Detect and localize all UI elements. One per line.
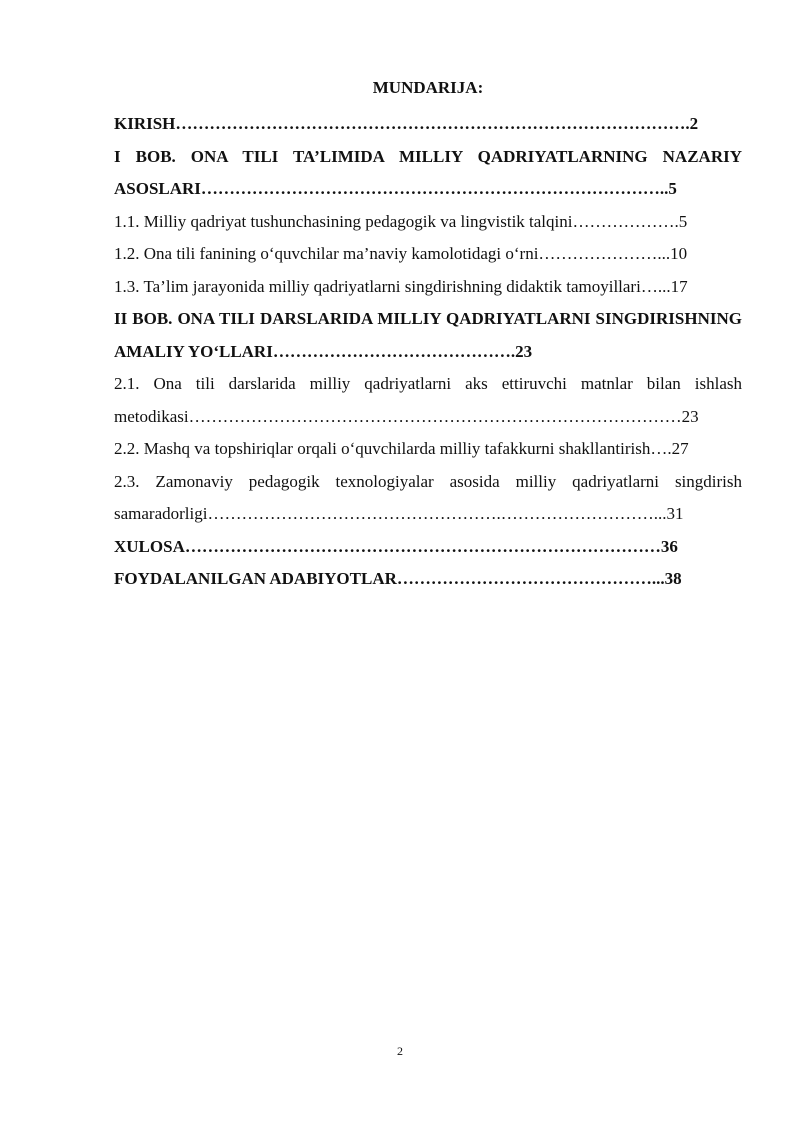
toc-entry-xulosa: XULOSA…………………………………………………………………………36	[114, 536, 678, 556]
toc-entry-section-1-1: 1.1. Milliy qadriyat tushunchasining pedagogik va lingvistik talqini……………….5	[114, 211, 688, 231]
page-number: 2	[397, 1044, 403, 1058]
toc-entry-section-2-1: 2.1. Ona tili darslarida milliy qadriyatlarni aks ettiruvchi matnlar bilan ishlash metodikasi……………………………………………………………………………23	[114, 374, 742, 426]
toc-entry-section-2-3: 2.3. Zamonaviy pedagogik texnologiyalar asosida milliy qadriyatlarni singdirish samaradorligi…………………………………………….………………………...31	[114, 471, 742, 523]
toc-entry-section-1-2: 1.2. Ona tili fanining o‘quvchilar ma’naviy kamolotidagi o‘rni…………………...10	[114, 244, 688, 263]
toc-entry-chapter-1: I BOB. ONA TILI TA’LIMIDA MILLIY QADRIYATLARNING NAZARIY ASOSLARI………………………………………………………………………..5	[114, 146, 742, 198]
toc-title: MUNDARIJA:	[372, 78, 484, 97]
toc-entry-section-2-2: 2.2. Mashq va topshiriqlar orqali o‘quvchilarda milliy tafakkurni shakllantirish….27	[114, 439, 689, 458]
table-of-contents	[114, 76, 742, 596]
toc-entry-section-1-3: 1.3. Ta’lim jarayonida milliy qadriyatlarni singdirishning didaktik tamoyillari…...17	[114, 276, 688, 296]
toc-entry-references: FOYDALANILGAN ADABIYOTLAR………………………………………...38	[114, 569, 682, 588]
toc-entry-kirish: KIRISH……………………………………………………………………………….2	[114, 114, 699, 133]
toc-entry-chapter-2: II BOB. ONA TILI DARSLARIDA MILLIY QADRIYATLARNI SINGDIRISHNING AMALIY YO‘LLARI…………………………………….23	[114, 309, 742, 361]
